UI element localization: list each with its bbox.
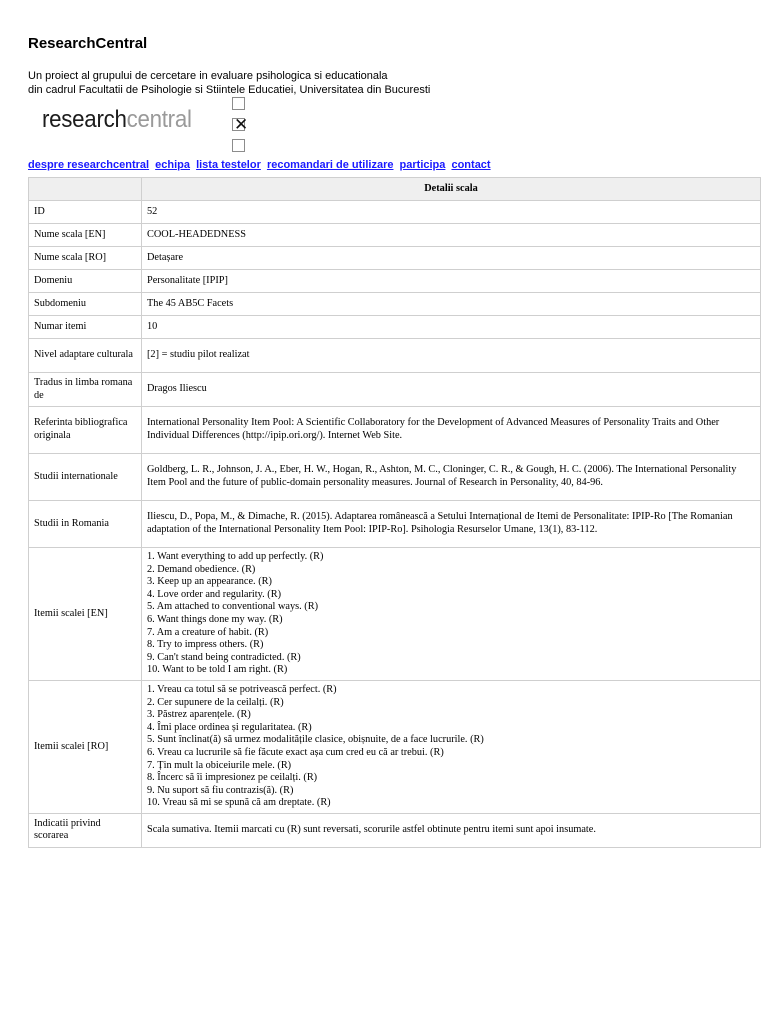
row-label-reference: Referinta bibliografica originala <box>29 407 142 454</box>
table-header-row <box>29 178 761 201</box>
row-label-num-items: Numar itemi <box>29 316 142 339</box>
row-value-translated: Dragos Iliescu <box>142 373 761 407</box>
list-item: 7. Țin mult la obiceiurile mele. (R) <box>147 759 292 771</box>
table-row <box>29 454 761 501</box>
researchcentral-logo[interactable] <box>42 97 272 155</box>
logo-text-central: central <box>126 106 192 133</box>
table-row <box>29 407 761 454</box>
row-label-subdomain: Subdomeniu <box>29 293 142 316</box>
list-item: 1. Want everything to add up perfectly. (R) <box>147 551 324 562</box>
table-row <box>29 293 761 316</box>
row-label-translated: Tradus in limba romana de <box>29 373 142 407</box>
list-item: 5. Am attached to conventional ways. (R) <box>147 601 318 613</box>
site-subtitle <box>28 69 748 97</box>
table-header-empty-cell <box>29 178 142 201</box>
row-value-name-en: COOL-HEADEDNESS <box>142 224 761 247</box>
table-row <box>29 339 761 373</box>
row-label-intl-studies: Studii internationale <box>29 454 142 501</box>
row-value-items-ro <box>142 680 761 813</box>
row-value-domain: Personalitate [IPIP] <box>142 270 761 293</box>
table-row <box>29 680 761 813</box>
table-row <box>29 201 761 224</box>
nav-link-contact[interactable]: contact <box>451 159 491 171</box>
row-value-adaptation: [2] = studiu pilot realizat <box>142 339 761 373</box>
table-header-title: Detalii scala <box>142 178 761 201</box>
row-label-domain: Domeniu <box>29 270 142 293</box>
list-item: 8. Încerc să îi impresionez pe ceilalți. (R) <box>147 772 318 784</box>
table-row <box>29 813 761 847</box>
list-item: 5. Sunt înclinat(ă) să urmez modalitățile clasice, obișnuite, de a face lucrurile. (R) <box>147 734 484 746</box>
row-value-items-en <box>142 548 761 681</box>
table-row <box>29 501 761 548</box>
row-label-id: ID <box>29 201 142 224</box>
table-row <box>29 247 761 270</box>
list-item: 7. Am a creature of habit. (R) <box>147 626 269 638</box>
row-value-subdomain: The 45 AB5C Facets <box>142 293 761 316</box>
list-item: 6. Vreau ca lucrurile să fie făcute exact așa cum cred eu că ar trebui. (R) <box>147 746 444 758</box>
row-label-name-en: Nume scala [EN] <box>29 224 142 247</box>
nav-link-participa[interactable]: participa <box>399 159 446 171</box>
list-item: 8. Try to impress others. (R) <box>147 639 264 651</box>
list-item: 2. Cer supunere de la ceilalți. (R) <box>147 696 284 708</box>
list-item: 9. Can't stand being contradicted. (R) <box>147 651 301 663</box>
list-item: 3. Keep up an appearance. (R) <box>147 576 272 588</box>
list-item: 4. Îmi place ordinea și regularitatea. (R) <box>147 721 312 733</box>
site-title: ResearchCentral <box>28 35 148 52</box>
list-item: 9. Nu suport să fiu contrazis(ă). (R) <box>147 784 294 796</box>
nav-link-lista-testelor[interactable]: lista testelor <box>196 159 261 171</box>
row-label-items-en: Itemii scalei [EN] <box>29 548 142 681</box>
row-value-ro-studies: Iliescu, D., Popa, M., & Dimache, R. (2015). Adaptarea românească a Setului Internațional de Itemi de Personalitate: IPIP-Ro [The Romanian adaptation of the International Personality Item Pool: IPIP-Ro]. Psihologia Resurselor Umane, 13(1), 83-112. <box>142 501 761 548</box>
row-label-name-ro: Nume scala [RO] <box>29 247 142 270</box>
row-value-scoring: Scala sumativa. Itemii marcati cu (R) sunt reversati, scorurile astfel obtinute pentru itemi sunt apoi insumate. <box>142 813 761 847</box>
list-item: 2. Demand obedience. (R) <box>147 563 256 575</box>
row-label-ro-studies: Studii in Romania <box>29 501 142 548</box>
table-row <box>29 270 761 293</box>
table-row <box>29 224 761 247</box>
logo-empty-box-icon <box>232 139 245 152</box>
subtitle-line-1: Un proiect al grupului de cercetare in evaluare psihologica si educationala <box>28 70 388 82</box>
table-row <box>29 548 761 681</box>
list-item: 4. Love order and regularity. (R) <box>147 588 282 600</box>
list-item: 1. Vreau ca totul să se potrivească perfect. (R) <box>147 683 337 695</box>
table-row <box>29 316 761 339</box>
list-item: 10. Want to be told I am right. (R) <box>147 664 288 676</box>
logo-text-research: research <box>42 106 127 133</box>
row-label-scoring: Indicatii privind scorarea <box>29 813 142 847</box>
table-row <box>29 373 761 407</box>
row-value-name-ro: Detașare <box>142 247 761 270</box>
logo-checked-box-icon <box>232 115 249 135</box>
nav-link-recomandari[interactable]: recomandari de utilizare <box>266 159 394 171</box>
row-value-num-items: 10 <box>142 316 761 339</box>
nav-link-despre[interactable]: despre researchcentral <box>28 159 150 171</box>
logo-wordmark <box>42 106 192 134</box>
list-item: 6. Want things done my way. (R) <box>147 613 283 625</box>
subtitle-line-2: din cadrul Facultatii de Psihologie si Stiintele Educatiei, Universitatea din Bucuresti <box>28 84 431 96</box>
list-item: 3. Păstrez aparențele. (R) <box>147 709 251 721</box>
row-value-reference: International Personality Item Pool: A Scientific Collaboratory for the Development of Advanced Measures of Personality Traits and Other Individual Differences (http://ipip.ori.org/). Internet Web Site. <box>142 407 761 454</box>
row-label-adaptation: Nivel adaptare culturala <box>29 339 142 373</box>
logo-empty-box-icon <box>232 97 245 110</box>
logo-x-mark-icon: ✕ <box>234 115 249 135</box>
nav-link-echipa[interactable]: echipa <box>155 159 190 171</box>
scale-details-table <box>28 177 761 848</box>
main-nav <box>28 159 494 171</box>
row-value-id: 52 <box>142 201 761 224</box>
row-value-intl-studies: Goldberg, L. R., Johnson, J. A., Eber, H. W., Hogan, R., Ashton, M. C., Cloninger, C. R., & Gough, H. C. (2006). The International Personality Item Pool and the future of public-domain personality measures. Journal of Research in Personality, 40, 84-96. <box>142 454 761 501</box>
list-item: 10. Vreau să mi se spună că am dreptate. (R) <box>147 797 331 809</box>
row-label-items-ro: Itemii scalei [RO] <box>29 680 142 813</box>
